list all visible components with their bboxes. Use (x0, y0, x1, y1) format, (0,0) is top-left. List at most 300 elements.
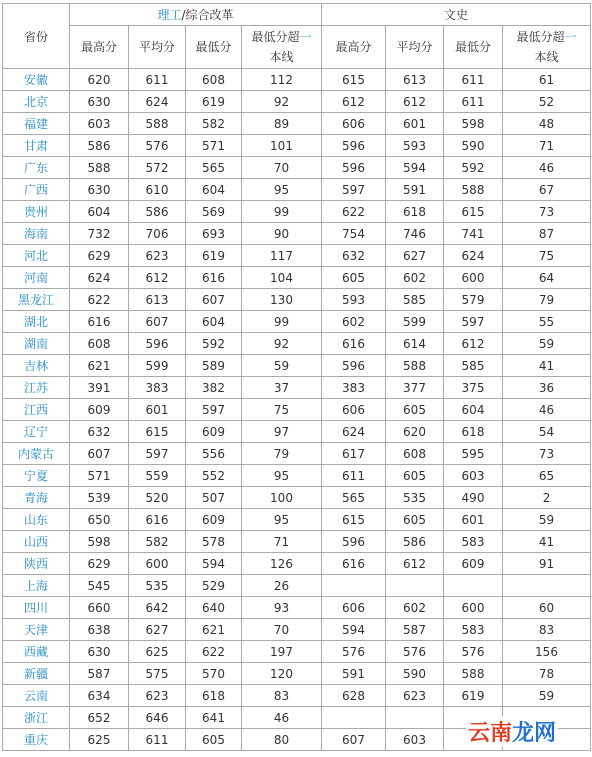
header-province: 省份 (3, 4, 70, 69)
score-cell: 112 (242, 69, 322, 91)
header-wenshi: 文史 (322, 4, 591, 26)
score-cell: 52 (503, 91, 591, 113)
score-cell: 627 (386, 245, 444, 267)
score-cell: 59 (242, 355, 322, 377)
score-cell: 619 (444, 685, 503, 707)
score-cell: 101 (242, 135, 322, 157)
score-cell: 615 (444, 201, 503, 223)
score-cell: 576 (444, 641, 503, 663)
score-cell: 604 (444, 399, 503, 421)
table-row (3, 311, 591, 333)
score-cell: 490 (444, 487, 503, 509)
score-cell: 197 (242, 641, 322, 663)
score-cell: 624 (70, 267, 129, 289)
province-link[interactable]: 浙江 (3, 707, 70, 729)
score-cell: 572 (129, 157, 186, 179)
score-cell: 615 (322, 69, 386, 91)
score-cell: 599 (129, 355, 186, 377)
province-link[interactable]: 内蒙古 (3, 443, 70, 465)
province-link[interactable]: 黑龙江 (3, 289, 70, 311)
score-cell: 607 (70, 443, 129, 465)
score-cell: 618 (186, 685, 242, 707)
score-cell: 594 (322, 619, 386, 641)
score-cell: 61 (503, 69, 591, 91)
province-link[interactable]: 宁夏 (3, 465, 70, 487)
score-cell: 616 (129, 509, 186, 531)
score-cell: 609 (186, 421, 242, 443)
province-link[interactable]: 湖北 (3, 311, 70, 333)
header-min-lg: 最低分 (186, 26, 242, 69)
score-cell: 583 (444, 619, 503, 641)
province-link[interactable]: 广西 (3, 179, 70, 201)
score-cell: 73 (503, 201, 591, 223)
score-cell: 596 (129, 333, 186, 355)
score-cell: 588 (444, 179, 503, 201)
score-cell: 600 (129, 553, 186, 575)
table-row (3, 553, 591, 575)
header-row-1 (3, 4, 591, 26)
score-cell: 539 (70, 487, 129, 509)
score-cell: 606 (322, 113, 386, 135)
score-cell: 100 (242, 487, 322, 509)
score-cell: 535 (129, 575, 186, 597)
score-cell: 552 (186, 465, 242, 487)
table-row (3, 245, 591, 267)
score-cell: 616 (322, 333, 386, 355)
score-cell: 597 (322, 179, 386, 201)
score-cell: 646 (129, 707, 186, 729)
score-cell: 598 (444, 113, 503, 135)
score-cell: 641 (186, 707, 242, 729)
score-cell: 617 (322, 443, 386, 465)
score-cell: 632 (322, 245, 386, 267)
score-cell: 48 (503, 113, 591, 135)
table-row (3, 333, 591, 355)
score-cell: 615 (322, 509, 386, 531)
province-link[interactable]: 吉林 (3, 355, 70, 377)
score-cell: 627 (129, 619, 186, 641)
score-cell: 117 (242, 245, 322, 267)
province-link[interactable]: 湖南 (3, 333, 70, 355)
score-cell: 603 (444, 465, 503, 487)
score-cell: 623 (129, 245, 186, 267)
score-cell: 587 (386, 619, 444, 641)
score-cell: 616 (70, 311, 129, 333)
province-link[interactable]: 四川 (3, 597, 70, 619)
score-cell: 588 (386, 355, 444, 377)
table-row (3, 267, 591, 289)
score-cell: 741 (444, 223, 503, 245)
score-cell: 41 (503, 355, 591, 377)
score-cell: 618 (386, 201, 444, 223)
score-cell: 609 (444, 553, 503, 575)
score-cell: 607 (322, 729, 386, 751)
score-cell: 607 (129, 311, 186, 333)
province-link[interactable]: 上海 (3, 575, 70, 597)
score-cell: 591 (386, 179, 444, 201)
score-cell: 652 (70, 707, 129, 729)
province-link[interactable]: 安徽 (3, 69, 70, 91)
score-cell: 596 (322, 531, 386, 553)
score-cell: 75 (503, 245, 591, 267)
score-cell: 586 (129, 201, 186, 223)
score-cell: 73 (503, 443, 591, 465)
score-cell: 2 (503, 487, 591, 509)
score-cell: 383 (129, 377, 186, 399)
score-cell: 80 (242, 729, 322, 751)
score-cell: 608 (70, 333, 129, 355)
header-avg-lg: 平均分 (129, 26, 186, 69)
score-cell: 582 (186, 113, 242, 135)
province-link[interactable]: 江西 (3, 399, 70, 421)
score-cell: 605 (386, 509, 444, 531)
table-row (3, 201, 591, 223)
score-cell: 605 (386, 465, 444, 487)
province-link[interactable]: 陕西 (3, 553, 70, 575)
ligong-rest: /综合改革 (181, 8, 234, 22)
score-cell: 622 (322, 201, 386, 223)
score-cell: 594 (386, 157, 444, 179)
score-cell: 36 (503, 377, 591, 399)
score-cell: 599 (386, 311, 444, 333)
score-cell: 589 (186, 355, 242, 377)
header-row-2 (3, 26, 591, 69)
score-cell: 611 (444, 91, 503, 113)
score-cell: 621 (70, 355, 129, 377)
score-cell: 596 (322, 157, 386, 179)
score-cell: 79 (503, 289, 591, 311)
score-cell: 623 (386, 685, 444, 707)
table-row (3, 619, 591, 641)
score-cell: 64 (503, 267, 591, 289)
score-cell: 616 (186, 267, 242, 289)
table-row (3, 509, 591, 531)
score-cell: 612 (322, 91, 386, 113)
score-cell: 624 (322, 421, 386, 443)
score-cell: 746 (386, 223, 444, 245)
score-cell: 78 (503, 663, 591, 685)
score-cell: 592 (444, 157, 503, 179)
header-ligong (70, 4, 322, 26)
province-link[interactable]: 云南 (3, 685, 70, 707)
score-cell: 83 (242, 685, 322, 707)
score-cell: 93 (242, 597, 322, 619)
score-cell: 611 (129, 69, 186, 91)
score-cell: 60 (503, 597, 591, 619)
province-link[interactable]: 山西 (3, 531, 70, 553)
score-cell: 595 (444, 443, 503, 465)
score-cell: 586 (70, 135, 129, 157)
score-cell (322, 575, 386, 597)
score-cell: 576 (322, 641, 386, 663)
score-cell: 605 (386, 399, 444, 421)
score-cell: 609 (186, 509, 242, 531)
table-row (3, 69, 591, 91)
score-cell: 624 (129, 91, 186, 113)
score-cell: 629 (70, 245, 129, 267)
score-cell: 565 (186, 157, 242, 179)
ligong-link[interactable]: 理工 (157, 8, 182, 22)
score-cell (444, 575, 503, 597)
score-cell: 596 (322, 135, 386, 157)
table-row (3, 685, 591, 707)
score-cell: 571 (186, 135, 242, 157)
score-cell: 89 (242, 113, 322, 135)
score-cell: 556 (186, 443, 242, 465)
score-cell: 608 (186, 69, 242, 91)
province-link[interactable]: 辽宁 (3, 421, 70, 443)
score-cell (386, 707, 444, 729)
score-cell: 754 (322, 223, 386, 245)
table-row (3, 597, 591, 619)
score-cell: 46 (503, 399, 591, 421)
score-cell: 586 (386, 531, 444, 553)
table-row (3, 443, 591, 465)
score-cell: 605 (186, 729, 242, 751)
score-cell: 46 (503, 157, 591, 179)
score-cell: 612 (386, 553, 444, 575)
table-row (3, 487, 591, 509)
score-cell: 130 (242, 289, 322, 311)
table-row (3, 575, 591, 597)
province-link[interactable]: 北京 (3, 91, 70, 113)
score-cell: 619 (186, 245, 242, 267)
score-cell (386, 575, 444, 597)
score-cell: 607 (186, 289, 242, 311)
score-cell: 67 (503, 179, 591, 201)
province-link[interactable]: 贵州 (3, 201, 70, 223)
score-cell: 623 (129, 685, 186, 707)
score-cell: 606 (322, 597, 386, 619)
score-cell: 602 (322, 311, 386, 333)
score-cell: 575 (129, 663, 186, 685)
table-row (3, 91, 591, 113)
score-cell: 126 (242, 553, 322, 575)
score-cell: 597 (186, 399, 242, 421)
table-row (3, 289, 591, 311)
score-cell: 615 (129, 421, 186, 443)
score-cell: 592 (186, 333, 242, 355)
score-cell: 605 (322, 267, 386, 289)
header-min-ws: 最低分 (444, 26, 503, 69)
score-cell: 594 (186, 553, 242, 575)
score-cell: 570 (186, 663, 242, 685)
score-cell: 65 (503, 465, 591, 487)
score-cell: 54 (503, 421, 591, 443)
score-cell: 529 (186, 575, 242, 597)
score-cell: 382 (186, 377, 242, 399)
score-cell: 391 (70, 377, 129, 399)
score-cell: 92 (242, 333, 322, 355)
score-cell: 71 (503, 135, 591, 157)
score-cell: 619 (186, 91, 242, 113)
score-table (2, 3, 591, 751)
score-cell: 620 (386, 421, 444, 443)
score-cell: 26 (242, 575, 322, 597)
score-cell: 611 (444, 69, 503, 91)
province-link[interactable]: 福建 (3, 113, 70, 135)
header-max-lg: 最高分 (70, 26, 129, 69)
score-cell: 588 (129, 113, 186, 135)
score-cell: 622 (186, 641, 242, 663)
score-cell: 611 (322, 465, 386, 487)
province-link[interactable]: 青海 (3, 487, 70, 509)
score-cell: 582 (129, 531, 186, 553)
score-cell: 618 (444, 421, 503, 443)
score-cell: 95 (242, 509, 322, 531)
score-cell: 625 (70, 729, 129, 751)
score-cell: 614 (386, 333, 444, 355)
table-row (3, 179, 591, 201)
score-cell: 621 (186, 619, 242, 641)
score-cell: 95 (242, 465, 322, 487)
score-cell: 590 (444, 135, 503, 157)
score-cell: 46 (242, 707, 322, 729)
table-row (3, 135, 591, 157)
score-cell: 650 (70, 509, 129, 531)
score-cell: 59 (503, 685, 591, 707)
score-cell: 377 (386, 377, 444, 399)
score-cell: 75 (242, 399, 322, 421)
score-cell: 638 (70, 619, 129, 641)
table-row (3, 465, 591, 487)
score-cell: 620 (70, 69, 129, 91)
table-row (3, 355, 591, 377)
province-link[interactable]: 江苏 (3, 377, 70, 399)
score-cell: 601 (444, 509, 503, 531)
province-link[interactable]: 海南 (3, 223, 70, 245)
score-cell: 600 (444, 267, 503, 289)
score-cell: 87 (503, 223, 591, 245)
table-row (3, 663, 591, 685)
score-cell: 610 (129, 179, 186, 201)
score-cell: 612 (444, 333, 503, 355)
score-cell: 571 (70, 465, 129, 487)
province-link[interactable]: 广东 (3, 157, 70, 179)
score-cell: 629 (70, 553, 129, 575)
score-cell: 593 (322, 289, 386, 311)
score-cell: 535 (386, 487, 444, 509)
score-cell: 70 (242, 157, 322, 179)
score-cell: 591 (322, 663, 386, 685)
score-cell: 622 (70, 289, 129, 311)
score-cell (322, 707, 386, 729)
score-cell: 706 (129, 223, 186, 245)
score-cell: 104 (242, 267, 322, 289)
score-cell: 642 (129, 597, 186, 619)
score-cell: 375 (444, 377, 503, 399)
score-cell: 624 (444, 245, 503, 267)
score-cell: 613 (386, 69, 444, 91)
score-cell: 693 (186, 223, 242, 245)
province-link[interactable]: 西藏 (3, 641, 70, 663)
score-cell: 660 (70, 597, 129, 619)
score-cell: 604 (70, 201, 129, 223)
score-cell: 579 (444, 289, 503, 311)
header-avg-ws: 平均分 (386, 26, 444, 69)
score-cell: 597 (444, 311, 503, 333)
score-cell: 83 (503, 619, 591, 641)
score-cell: 70 (242, 619, 322, 641)
score-cell: 616 (322, 553, 386, 575)
province-link[interactable]: 河北 (3, 245, 70, 267)
score-cell: 606 (322, 399, 386, 421)
score-cell: 90 (242, 223, 322, 245)
province-link[interactable]: 河南 (3, 267, 70, 289)
score-cell: 55 (503, 311, 591, 333)
score-cell: 602 (386, 267, 444, 289)
score-cell: 596 (322, 355, 386, 377)
score-cell: 632 (70, 421, 129, 443)
province-link[interactable]: 甘肃 (3, 135, 70, 157)
score-cell: 99 (242, 201, 322, 223)
score-cell: 609 (70, 399, 129, 421)
province-link[interactable]: 天津 (3, 619, 70, 641)
province-link[interactable]: 重庆 (3, 729, 70, 751)
score-cell: 156 (503, 641, 591, 663)
score-cell: 92 (242, 91, 322, 113)
score-cell: 585 (444, 355, 503, 377)
score-cell: 120 (242, 663, 322, 685)
header-diff-ws: 最低分超一 本线 (503, 26, 591, 69)
score-cell: 587 (70, 663, 129, 685)
score-cell: 585 (386, 289, 444, 311)
score-cell: 520 (129, 487, 186, 509)
score-cell: 603 (386, 729, 444, 751)
table-row (3, 377, 591, 399)
table-row (3, 531, 591, 553)
score-cell: 593 (386, 135, 444, 157)
score-cell: 597 (129, 443, 186, 465)
score-cell: 545 (70, 575, 129, 597)
score-cell: 608 (386, 443, 444, 465)
score-cell: 732 (70, 223, 129, 245)
score-cell: 588 (444, 663, 503, 685)
score-cell: 601 (129, 399, 186, 421)
province-link[interactable]: 山东 (3, 509, 70, 531)
score-cell: 97 (242, 421, 322, 443)
table-row (3, 399, 591, 421)
score-cell: 628 (322, 685, 386, 707)
score-cell: 578 (186, 531, 242, 553)
header-max-ws: 最高分 (322, 26, 386, 69)
score-cell: 611 (129, 729, 186, 751)
score-cell: 630 (70, 641, 129, 663)
score-cell (503, 575, 591, 597)
province-link[interactable]: 新疆 (3, 663, 70, 685)
score-cell: 588 (70, 157, 129, 179)
score-cell: 590 (386, 663, 444, 685)
score-cell: 576 (386, 641, 444, 663)
score-cell: 604 (186, 311, 242, 333)
score-cell: 91 (503, 553, 591, 575)
score-cell: 598 (70, 531, 129, 553)
score-cell: 569 (186, 201, 242, 223)
table-row (3, 421, 591, 443)
score-cell: 612 (386, 91, 444, 113)
score-cell: 507 (186, 487, 242, 509)
score-cell: 41 (503, 531, 591, 553)
score-cell: 99 (242, 311, 322, 333)
score-cell: 603 (70, 113, 129, 135)
header-diff-lg: 最低分超一 本线 (242, 26, 322, 69)
score-cell: 634 (70, 685, 129, 707)
score-cell: 583 (444, 531, 503, 553)
score-cell: 383 (322, 377, 386, 399)
score-cell: 565 (322, 487, 386, 509)
table-row (3, 113, 591, 135)
score-cell: 59 (503, 509, 591, 531)
